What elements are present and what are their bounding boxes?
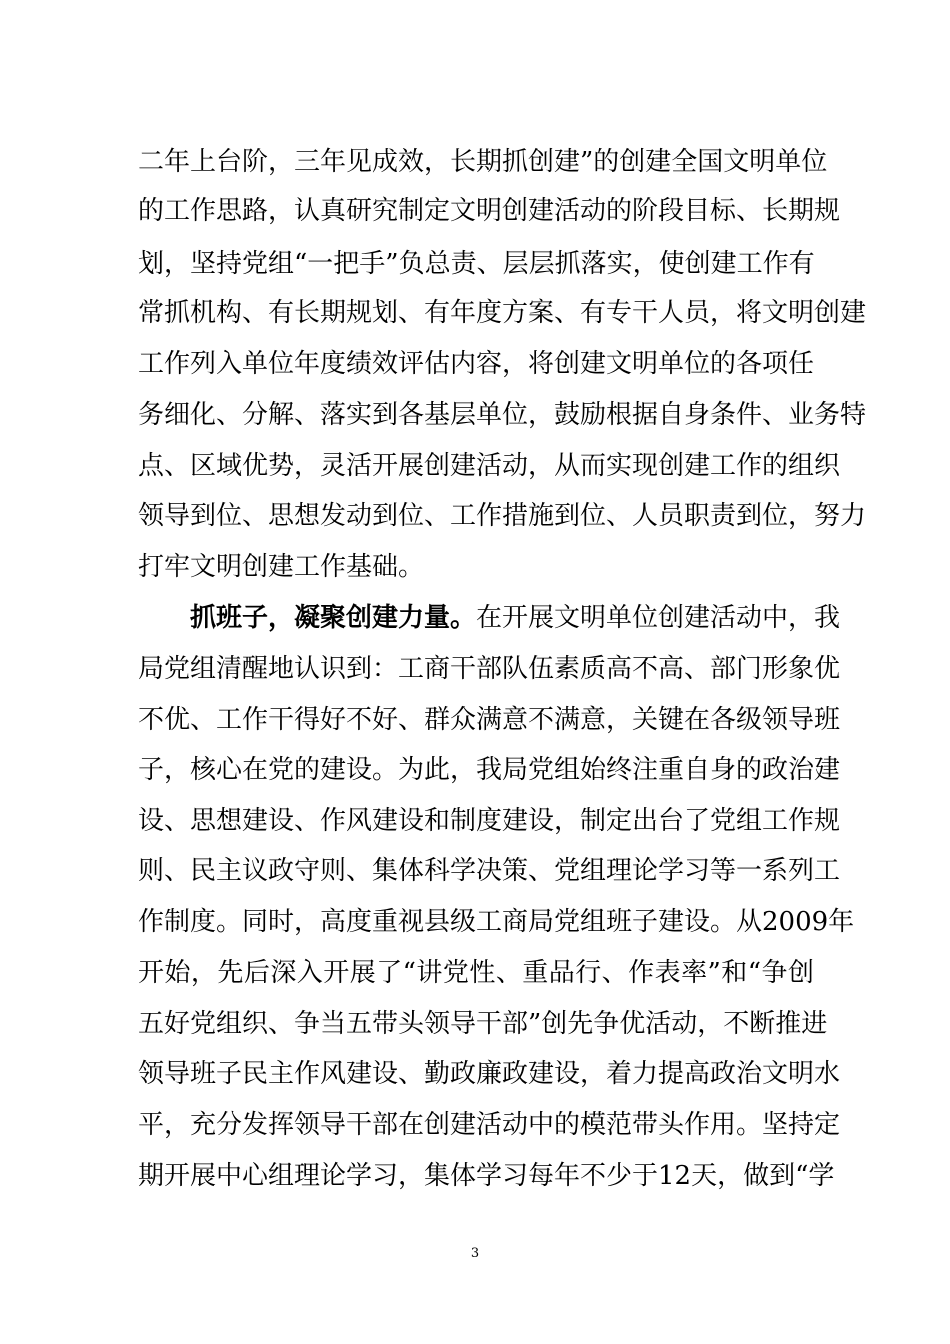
paragraph-2-line-8: 开始，先后深入开展了“讲党性、重品行、作表率”和“争创 [138,958,814,988]
page-number: 3 [470,1246,480,1261]
paragraph-2-line-12: 期开展中心组理论学习，集体学习每年不少于12天，做到“学 [138,1161,835,1191]
paragraph-1-line-9: 打牢文明创建工作基础。 [138,552,425,582]
paragraph-1-line-5: 工作列入单位年度绩效评估内容，将创建文明单位的各项任 [138,349,815,379]
paragraph-2-first-line-text: 在开展文明单位创建活动中，我 [476,603,841,633]
paragraph-2-line-4: 子，核心在党的建设。为此，我局党组始终注重自身的政治建 [138,755,841,785]
paragraph-2-line-6: 则、民主议政守则、集体科学决策、党组理论学习等一系列工 [138,856,841,886]
paragraph-1-line-4: 常抓机构、有长期规划、有年度方案、有专干人员，将文明创建 [138,298,867,328]
paragraph-1-line-6: 务细化、分解、落实到各基层单位，鼓励根据自身条件、业务特 [138,400,867,430]
paragraph-2-line-11: 平，充分发挥领导干部在创建活动中的模范带头作用。坚持定 [138,1110,841,1140]
paragraph-2-line-10: 领导班子民主作风建设、勤政廉政建设，着力提高政治文明水 [138,1059,841,1089]
paragraph-2-line-3: 不优、工作干得好不好、群众满意不满意，关键在各级领导班 [138,705,841,735]
paragraph-1-line-8: 领导到位、思想发动到位、工作措施到位、人员职责到位，努力 [138,501,867,531]
paragraph-2-line-9: 五好党组织、争当五带头领导干部”创先争优活动，不断推进 [138,1009,828,1039]
section-heading: 抓班子，凝聚创建力量。 [190,603,477,633]
paragraph-2-line-5: 设、思想建设、作风建设和制度建设，制定出台了党组工作规 [138,806,841,836]
paragraph-1-line-2: 的工作思路，认真研究制定文明创建活动的阶段目标、长期规 [138,196,841,226]
paragraph-1-line-1: 二年上台阶，三年见成效，长期抓创建”的创建全国文明单位 [138,147,828,177]
paragraph-1-line-7: 点、区域优势，灵活开展创建活动，从而实现创建工作的组织 [138,451,841,481]
paragraph-2-first-line [190,593,841,643]
paragraph-1-line-3: 划，坚持党组“一把手”负总责、层层抓落实，使创建工作有 [138,249,815,279]
paragraph-2-line-7: 作制度。同时，高度重视县级工商局党组班子建设。从2009年 [138,907,855,937]
paragraph-2-line-2: 局党组清醒地认识到：工商干部队伍素质高不高、部门形象优 [138,654,841,684]
